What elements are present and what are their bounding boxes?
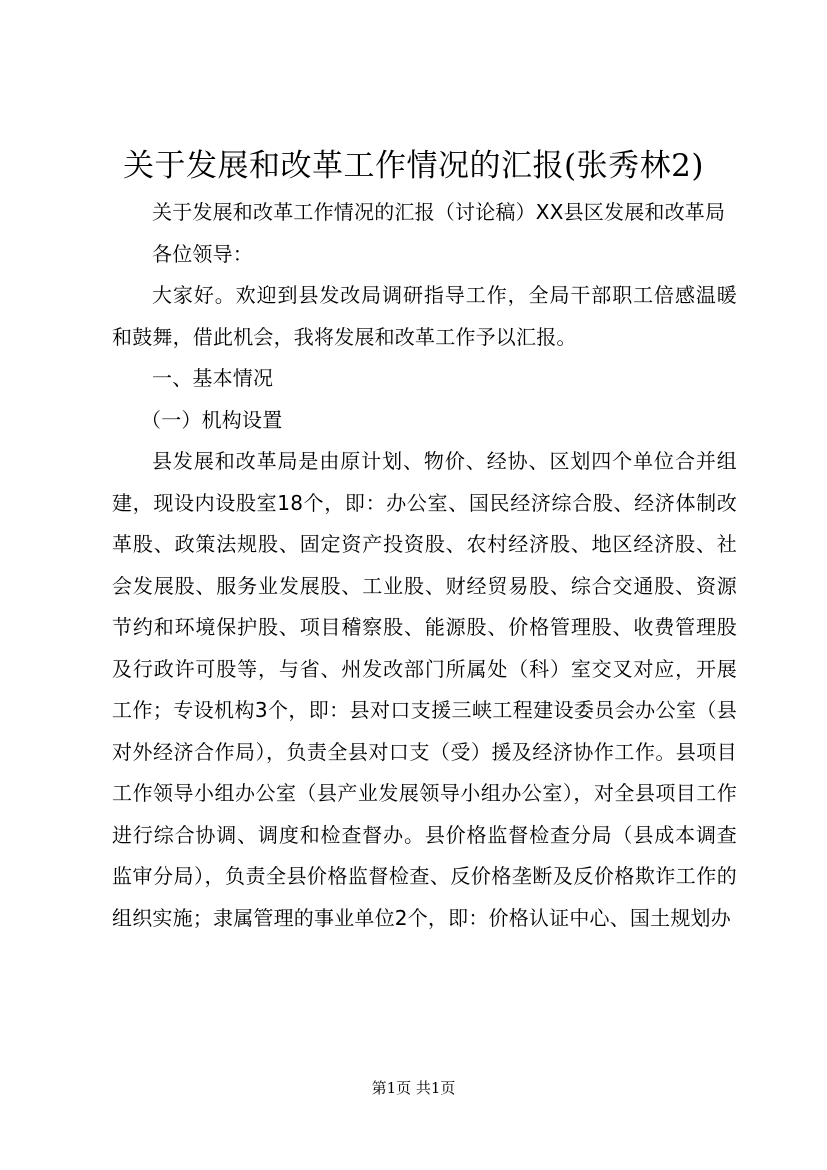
- paragraph-greeting: 大家好。欢迎到县发改局调研指导工作，全局干部职工倍感温暖和鼓舞，借此机会，我将发展和改革工作予以汇报。: [112, 283, 737, 349]
- subsection-heading: （一）机构设置: [141, 407, 283, 432]
- document-title: 关于发展和改革工作情况的汇报(张秀林2): [123, 148, 704, 184]
- page-footer: 第1页 共1页: [371, 1079, 456, 1097]
- paragraph-intro: 关于发展和改革工作情况的汇报（讨论稿）XX县区发展和改革局: [152, 200, 726, 224]
- paragraph-salutation: 各位领导：: [152, 241, 253, 266]
- paragraph-body: 县发展和改革局是由原计划、物价、经协、区划四个单位合并组建，现设内设股室18个，即：办公室、国民经济综合股、经济体制改革股、政策法规股、固定资产投资股、农村经济股、地区经济股、社会发展股、服务业发展股、工业股、财经贸易股、综合交通股、资源节约和环境保护股、项目稽察股、能源股、价格管理股、收费管理股及行政许可股等，与省、州发改部门所属处（科）室交叉对应，开展工作；专设机构3个，即：县对口支援三峡工程建设委员会办公室（县对外经济合作局），负责全县对口支（受）援及经济协作工作。县项目工作领导小组办公室（县产业发展领导小组办公室），对全县项目工作进行综合协调、调度和检查督办。县价格监督检查分局（县成本调查监审分局），负责全县价格监督检查、反价格垄断及反价格欺诈工作的组织实施；隶属管理的事业单位2个，即：价格认证中心、国土规划办: [112, 449, 737, 930]
- document-body: [112, 192, 737, 939]
- section-heading: 一、基本情况: [152, 366, 274, 390]
